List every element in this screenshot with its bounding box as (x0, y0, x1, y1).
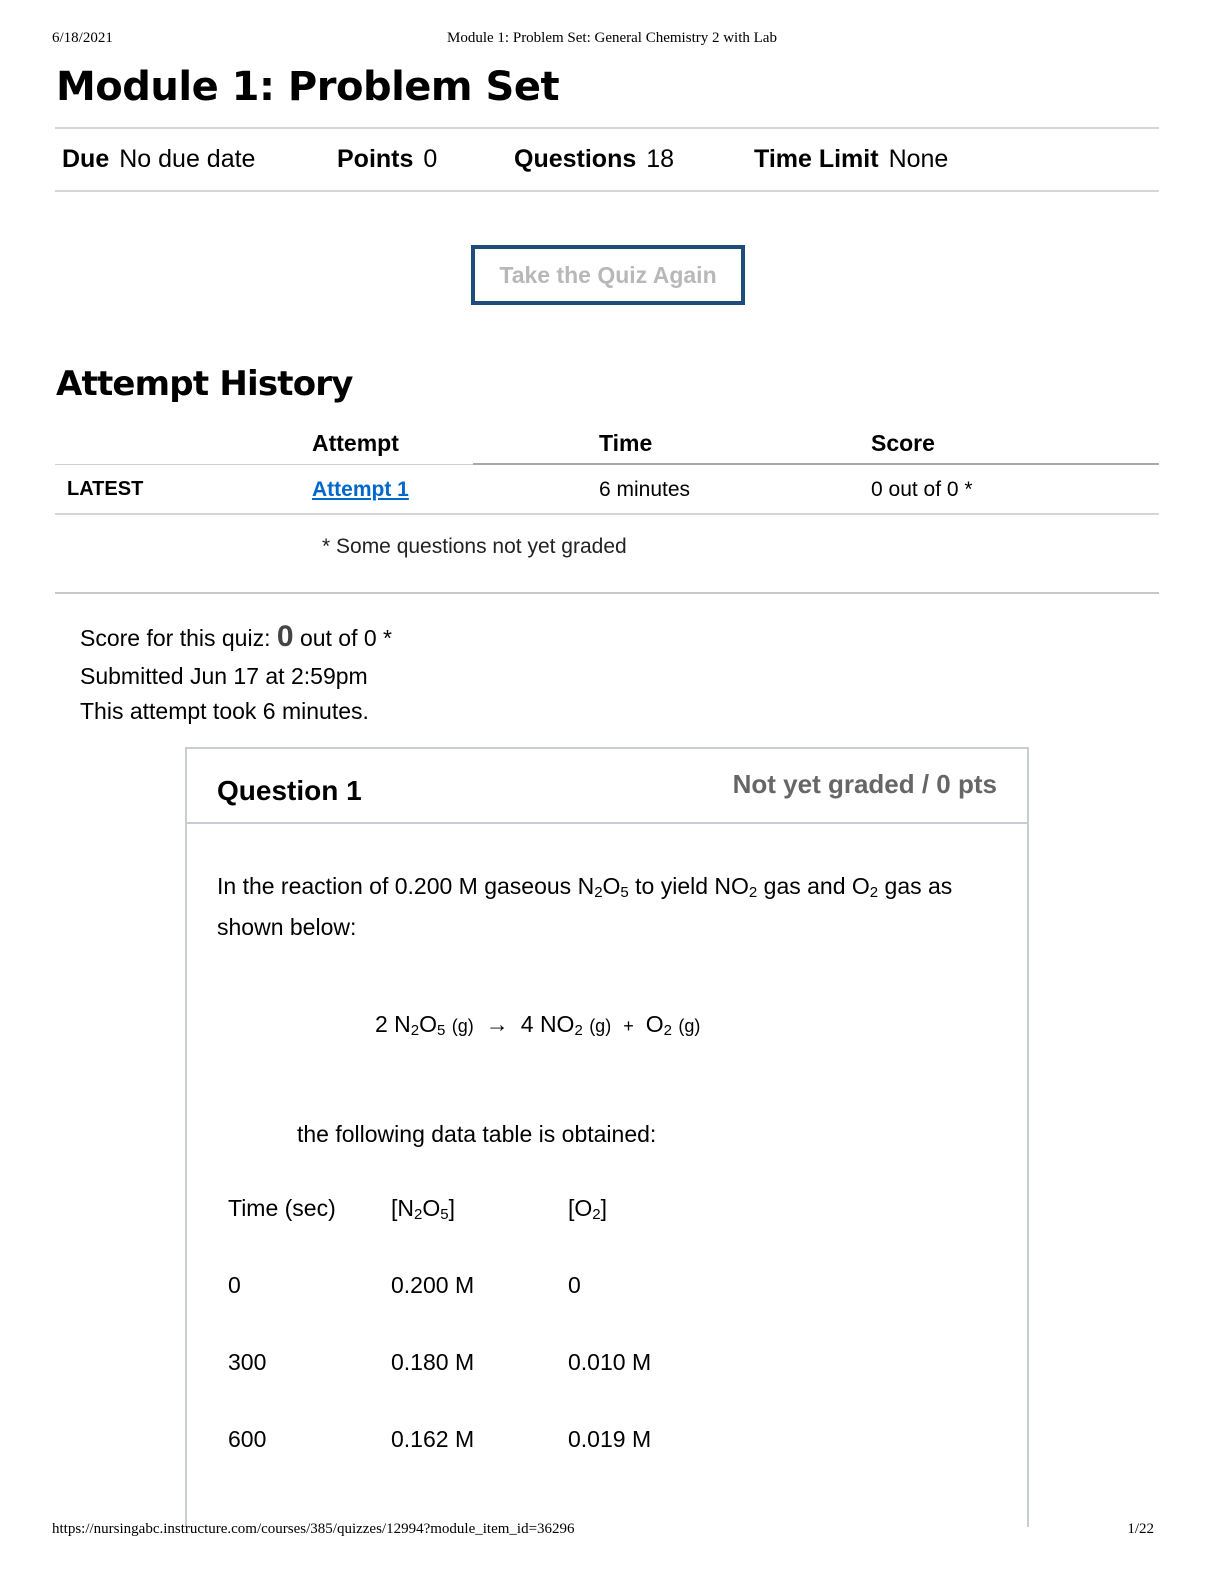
attempt-time: 6 minutes (599, 478, 691, 501)
subscript: 2 (663, 1022, 672, 1039)
attempt-status-latest: LATEST (67, 478, 144, 500)
score-value: 0 (276, 620, 294, 653)
duration-line: This attempt took 6 minutes. (80, 698, 369, 724)
attempt-history-title: Attempt History (56, 364, 353, 404)
print-url: https://nursingabc.instructure.com/courses/385/quizzes/12994?module_item_id=36296 (52, 1521, 575, 1537)
cell-o2: 0.019 M (568, 1426, 652, 1452)
print-title: Module 1: Problem Set: General Chemistry 2 with Lab (447, 30, 777, 46)
meta-points-value: 0 (423, 145, 438, 173)
meta-questions (514, 145, 674, 174)
header-divider (55, 464, 473, 465)
cell-o2: 0 (568, 1272, 581, 1298)
meta-due-value: No due date (119, 145, 256, 173)
col-header-o2 (568, 1195, 607, 1223)
header-divider-strong (473, 463, 1159, 465)
meta-due (62, 145, 255, 174)
header-attempt: Attempt (312, 430, 399, 456)
section-divider (55, 592, 1159, 594)
quiz-score-line (80, 620, 392, 654)
subscript: 5 (437, 1022, 446, 1039)
col-header-n2o5 (391, 1195, 455, 1223)
question-header (187, 749, 1027, 824)
quiz-meta-bar (55, 127, 1159, 192)
cell-n2o5: 0.162 M (391, 1426, 475, 1452)
eq-part: 2 N (375, 1011, 411, 1037)
meta-points (337, 145, 437, 174)
subscript: 2 (410, 1022, 420, 1039)
question-text-part: to yield NO (628, 873, 749, 899)
header-part: O (422, 1195, 441, 1221)
subscript: 5 (620, 884, 629, 901)
question-text-part: O (602, 873, 621, 899)
cell-time: 0 (228, 1272, 241, 1298)
header-part: [N (391, 1195, 414, 1221)
cell-o2: 0.010 M (568, 1349, 652, 1375)
row-divider (55, 513, 1159, 515)
attempt-score: 0 out of 0 * (871, 478, 973, 501)
question-text-part: gas as shown below: (217, 873, 953, 940)
eq-part: O (419, 1011, 438, 1037)
score-suffix: out of 0 * (299, 625, 393, 651)
cell-time: 300 (228, 1349, 267, 1375)
subscript: 5 (440, 1206, 449, 1223)
print-header (0, 30, 1224, 50)
header-part: ] (600, 1195, 608, 1221)
header-part: [O (568, 1195, 593, 1221)
meta-time-limit-value: None (888, 145, 949, 173)
header-score: Score (871, 430, 935, 456)
page-number: 1/22 (1127, 1521, 1154, 1537)
question-title: Question 1 (217, 775, 362, 806)
reaction-arrow-icon: → (485, 1011, 509, 1037)
attempt-1-link[interactable]: Attempt 1 (312, 478, 409, 501)
cell-n2o5: 0.180 M (391, 1349, 475, 1375)
meta-questions-label: Questions (514, 145, 637, 173)
subscript: 2 (594, 884, 603, 901)
print-footer (0, 1521, 1224, 1541)
meta-questions-value: 18 (646, 145, 675, 173)
eq-phase: (g) (589, 1016, 612, 1036)
not-graded-footnote: * Some questions not yet graded (322, 535, 627, 558)
subscript: 2 (574, 1022, 583, 1039)
question-text-part: gas and O (757, 873, 870, 899)
meta-points-label: Points (337, 145, 414, 173)
page-title: Module 1: Problem Set (56, 64, 560, 110)
submitted-line: Submitted Jun 17 at 2:59pm (80, 663, 368, 689)
meta-time-limit (754, 145, 948, 174)
col-header-time: Time (sec) (228, 1195, 336, 1221)
eq-phase: (g) (451, 1016, 474, 1036)
meta-time-limit-label: Time Limit (754, 145, 879, 173)
take-quiz-again-button[interactable]: Take the Quiz Again (471, 245, 745, 305)
eq-plus: + (623, 1016, 634, 1036)
subscript: 2 (869, 884, 879, 901)
question-text-part: In the reaction of 0.200 M gaseous N (217, 873, 595, 899)
subscript: 2 (748, 884, 758, 901)
reaction-equation (375, 1011, 700, 1039)
header-time: Time (599, 430, 653, 456)
print-date: 6/18/2021 (52, 30, 113, 46)
cell-n2o5: 0.200 M (391, 1272, 475, 1298)
eq-phase: (g) (678, 1016, 701, 1036)
eq-part: O (645, 1011, 664, 1037)
score-prefix: Score for this quiz: (80, 625, 271, 651)
question-points: Not yet graded / 0 pts (732, 769, 997, 799)
subscript: 2 (592, 1206, 601, 1223)
table-intro: the following data table is obtained: (297, 1121, 657, 1147)
meta-due-label: Due (62, 145, 110, 173)
eq-part: 4 NO (520, 1011, 575, 1037)
cell-time: 600 (228, 1426, 267, 1452)
question-card (185, 747, 1029, 1527)
header-part: ] (448, 1195, 455, 1221)
subscript: 2 (414, 1206, 423, 1223)
question-text (217, 869, 1007, 945)
